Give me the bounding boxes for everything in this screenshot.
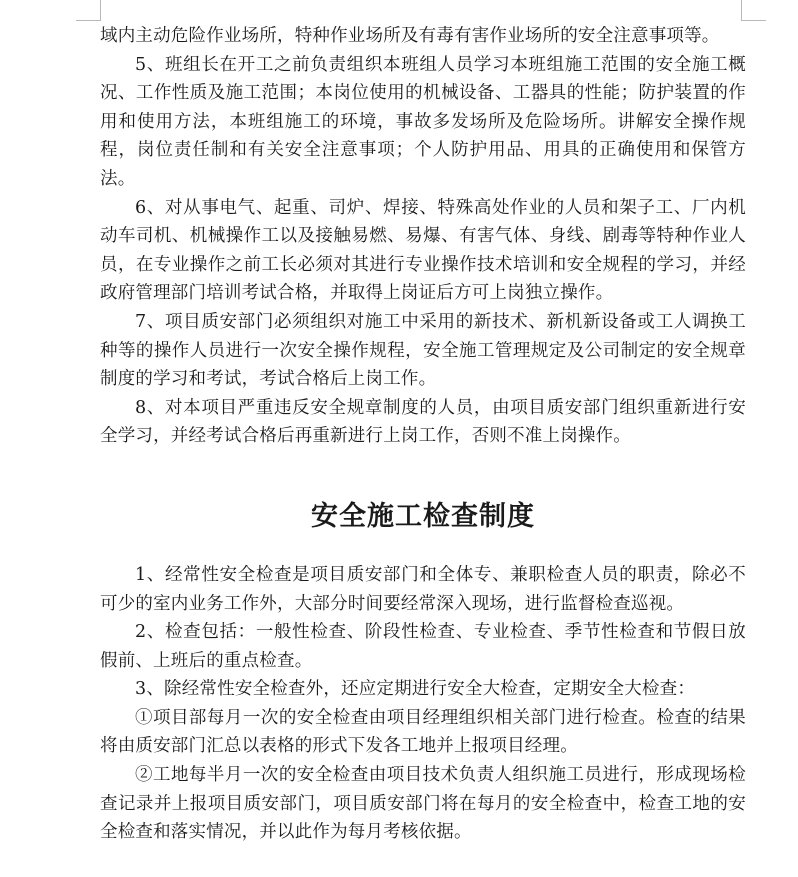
paragraph-check-2: 2、检查包括：一般性检查、阶段性检查、专业检查、季节性检查和节假日放假前、上班后的重点检查。 (100, 622, 746, 671)
paragraph-continuation: 域内主动危险作业场所，特种作业场所及有毒有害作业场所的安全注意事项等。 (100, 26, 720, 46)
paragraph-check-3: 3、除经常性安全检查外，还应定期进行安全大检查，定期安全大检查： (135, 679, 696, 700)
paragraph-check-3-a: ①项目部每月一次的安全检查由项目经理组织相关部门进行检查。检查的结果将由质安部门汇总以表格的形式下发各工地并上报项目经理。 (100, 707, 746, 757)
paragraph-check-3-b: ②工地每半月一次的安全检查由项目技术负责人组织施工员进行，形成现场检查记录并上报项目质安部门，项目质安部门将在每月的安全检查中，检查工地的安全检查和落实情况，并以此作为每月考核依据。 (100, 765, 746, 843)
document-page (100, 22, 746, 847)
paragraph-item-8: 8、对本项目严重违反安全规章制度的人员，由项目质安部门组织重新进行安全学习，并经考试合格后再重新进行上岗工作，否则不准上岗操作。 (100, 397, 746, 447)
section-heading: 安全施工检查制度 (311, 500, 535, 532)
page-corner-mark-left (76, 0, 101, 21)
paragraph-check-1: 1、经常性安全检查是项目质安部门和全体专、兼职检查人员的职责，除必不可少的室内业务工作外，大部分时间要经常深入现场，进行监督检查巡视。 (100, 564, 746, 614)
page-corner-mark-right (741, 0, 766, 21)
paragraph-item-7: 7、项目质安部门必须组织对施工中采用的新技术、新机新设备或工人调换工种等的操作人员进行一次安全操作规程，安全施工管理规定及公司制定的安全规章制度的学习和考试，考试合格后上岗工作。 (100, 311, 746, 390)
paragraph-item-5: 5、班组长在开工之前负责组织本班组人员学习本班组施工范围的安全施工概况、工作性质及施工范围；本岗位使用的机械设备、工器具的性能；防护装置的作用和使用方法，本班组施工的环境，事故多发场所及危险场所。讲解安全操作规程，岗位责任制和有关安全注意事项；个人防护用品、用具的正确使用和保管方法。 (100, 54, 746, 189)
paragraph-item-6: 6、对从事电气、起重、司炉、焊接、特殊高处作业的人员和架子工、厂内机动车司机、机械操作工以及接触易燃、易爆、有害气体、身线、剧毒等特种作业人员，在专业操作之前工长必须对其进行专业操作技术培训和安全规程的学习，并经政府管理部门培训考试合格，并取得上岗证后方可上岗独立操作。 (100, 197, 746, 304)
